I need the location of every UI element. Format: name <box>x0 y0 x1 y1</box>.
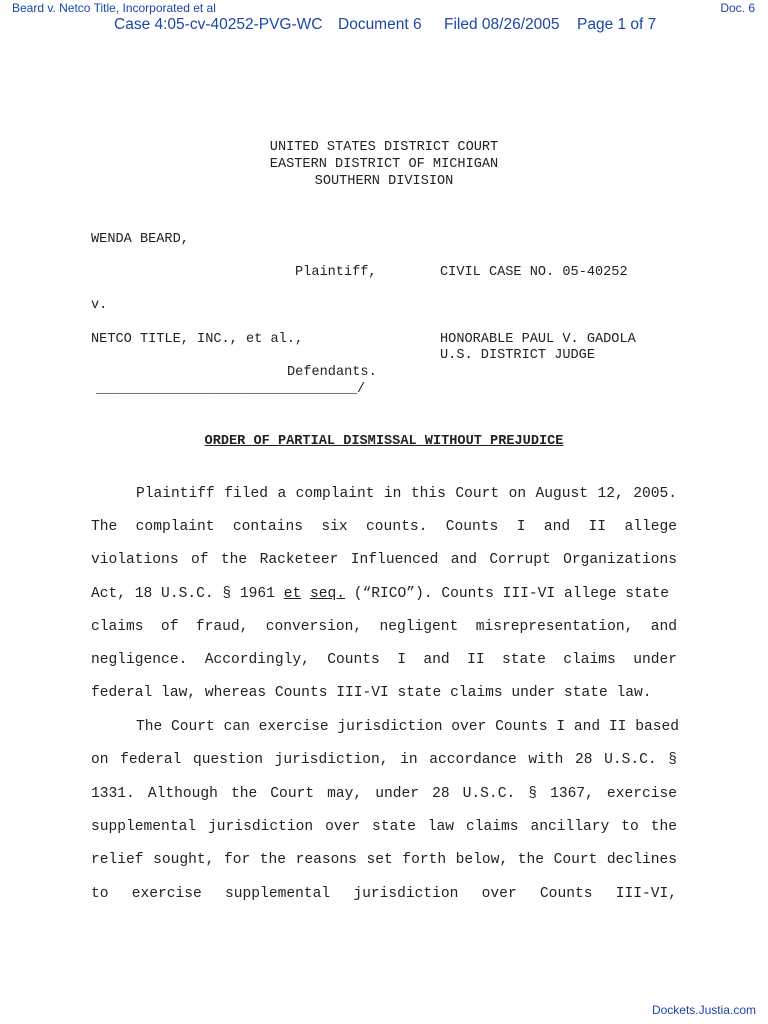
defendant-role: Defendants. <box>287 365 377 380</box>
court-division: SOUTHERN DIVISION <box>314 174 454 189</box>
body-line <box>91 585 677 603</box>
body-line: federal law, whereas Counts III-VI state claims under state law. <box>91 685 652 701</box>
civil-case-number: CIVIL CASE NO. 05-40252 <box>440 265 628 280</box>
body-line: to exercise supplemental jurisdiction over Counts III-VI, <box>91 886 677 902</box>
versus: v. <box>91 298 108 313</box>
caption-rule: ________________________________/ <box>96 382 366 397</box>
filed-date: Filed 08/26/2005 <box>444 16 560 33</box>
et-seq: seq. <box>309 586 345 602</box>
rico-citation: Act, 18 U.S.C. § 1961 <box>91 586 275 602</box>
body-line: The Court can exercise jurisdiction over Counts I and II based <box>136 719 679 735</box>
body-line: The complaint contains six counts. Counts I and II allege <box>91 519 677 535</box>
case-title-link[interactable]: Beard v. Netco Title, Incorporated et al <box>12 1 216 15</box>
body-line: supplemental jurisdiction over state law claims ancillary to the <box>91 819 677 835</box>
body-line: Plaintiff filed a complaint in this Court on August 12, 2005. <box>136 486 677 502</box>
justia-link[interactable]: Dockets.Justia.com <box>651 1003 756 1017</box>
doc-number-link[interactable]: Doc. 6 <box>720 1 755 15</box>
judge-name: HONORABLE PAUL V. GADOLA <box>440 332 636 347</box>
body-line: on federal question jurisdiction, in accordance with 28 U.S.C. § <box>91 752 677 768</box>
body-line: claims of fraud, conversion, negligent misrepresentation, and <box>91 619 677 635</box>
court-name: UNITED STATES DISTRICT COURT <box>269 140 499 155</box>
et-seq: et <box>283 586 302 602</box>
judge-title: U.S. DISTRICT JUDGE <box>440 348 595 363</box>
rico-definition: (“RICO”). Counts III-VI allege state <box>353 586 670 602</box>
document-number: Document 6 <box>338 16 422 33</box>
plaintiff-role: Plaintiff, <box>295 265 377 280</box>
court-district: EASTERN DISTRICT OF MICHIGAN <box>269 157 499 172</box>
order-title: ORDER OF PARTIAL DISMISSAL WITHOUT PREJUDICE <box>204 434 564 449</box>
defendant-name: NETCO TITLE, INC., et al., <box>91 332 304 347</box>
body-line: negligence. Accordingly, Counts I and II state claims under <box>91 652 677 668</box>
plaintiff-name: WENDA BEARD, <box>91 232 189 247</box>
case-number: Case 4:05-cv-40252-PVG-WC <box>114 16 323 33</box>
page-indicator: Page 1 of 7 <box>577 16 657 33</box>
body-line: relief sought, for the reasons set forth below, the Court declines <box>91 852 677 868</box>
body-line: violations of the Racketeer Influenced and Corrupt Organizations <box>91 552 677 568</box>
body-line: 1331. Although the Court may, under 28 U.S.C. § 1367, exercise <box>91 786 677 802</box>
